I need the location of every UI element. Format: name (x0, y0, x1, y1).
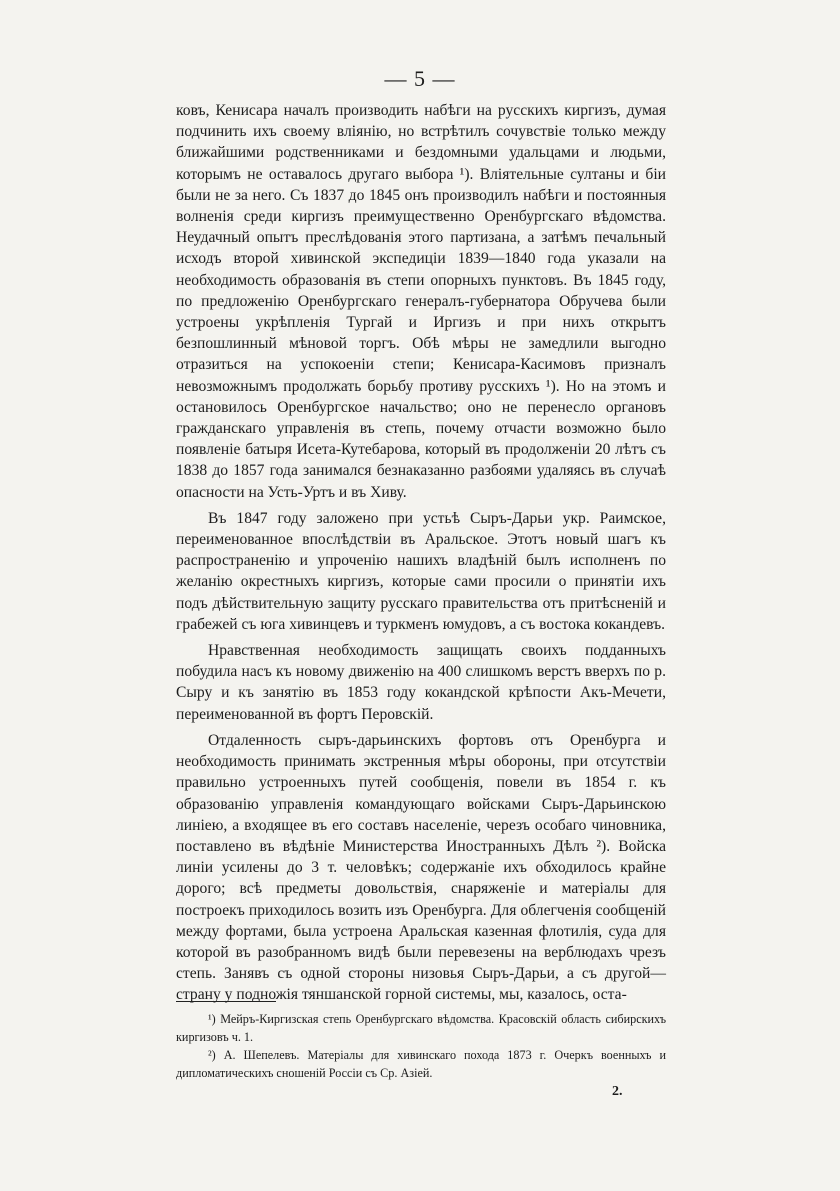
paragraph-3: Нравственная необходимость защищать своихъ подданныхъ побудила насъ къ новому движенію на 400 слишкомъ верстъ вверхъ по р. Сыру и къ занятію въ 1853 году кокандской крѣпости Акъ-Мечети, переименованной въ фортъ Перовскій. (176, 642, 666, 723)
footnote-divider (176, 1001, 276, 1002)
paragraph-4: Отдаленность сыръ-дарьинскихъ фортовъ отъ Оренбурга и необходимость принимать экстренныя мѣры обороны, при отсутствіи правильно устроенныхъ путей сообщенія, повели въ 1854 г. къ образованію управленія командующаго войсками Сыръ-Дарьинскою линіею, а входящее въ его составъ населеніе, черезъ особаго чиновника, поставлено въ вѣдѣніе Министерства Иностранныхъ Дѣлъ ²). Войска линіи усилены до 3 т. человѣкъ; содержаніе ихъ обходилось крайне дорого; всѣ предметы довольствія, снаряженіе и матеріалы для построекъ приходилось возить изъ Оренбурга. Для облегченія сообщеній между фортами, была устроена Аральская казенная флотилія, суда для которой въ разобранномъ видѣ были перевезены на верблюдахъ чрезъ степь. Занявъ съ одной стороны низовья Сыръ-Дарьи, а съ другой—страну у подножія тяншанской горной системы, мы, казалось, оста- (176, 731, 666, 1004)
footnote-1: ¹) Мейръ-Киргизская степь Оренбургскаго вѣдомства. Красовскій область сибирскихъ киргизовъ ч. 1. (176, 1012, 666, 1044)
footnote-2: ²) А. Шепелевъ. Матеріалы для хивинскаго похода 1873 г. Очеркъ военныхъ и дипломатическихъ сношеній Россіи съ Ср. Азіей. (176, 1048, 666, 1080)
signature-mark: 2. (612, 1084, 623, 1099)
paragraph-2: Въ 1847 году заложено при устьѣ Сыръ-Дарьи укр. Раимское, переименованное впослѣдствіи въ Аральское. Этотъ новый шагъ къ распространенію и упроченію нашихъ владѣній былъ исполненъ по желанію окрестныхъ киргизъ, которые сами просили о принятіи ихъ подъ дѣйствительную защиту русскаго правительства отъ притѣсненій и грабежей съ юга хивинцевъ и туркменъ юмудовъ, а съ востока кокандевъ. (176, 509, 666, 633)
body-text (176, 100, 666, 1006)
paragraph-1: ковъ, Кенисара началъ производить набѣги на русскихъ киргизъ, думая подчинить ихъ своему вліянію, но встрѣтилъ сочувствіе только между ближайшими родственниками и бездомными удальцами и людьми, которымъ не оставалось другаго выбора ¹). Вліятельные султаны и біи были не за него. Съ 1837 до 1845 онъ производилъ набѣги и постоянныя волненія среди киргизъ преимущественно Оренбургскаго вѣдомства. Неудачный опытъ преслѣдованія этого партизана, а затѣмъ печальный исходъ второй хивинской экспедиціи 1839—1840 года указали на необходимость образованія въ степи опорныхъ пунктовъ. Въ 1845 году, по предложенію Оренбургскаго генералъ-губернатора Обручева были устроены укрѣпленія Тургай и Иргизъ и при нихъ открытъ безпошлинный мѣновой торгъ. Обѣ мѣры не замедлили выгодно отразиться на успокоеніи степи; Кенисара-Касимовъ призналъ невозможнымъ продолжать борьбу противу русскихъ ¹). Но на этомъ и остановилось Оренбургское начальство; оно не перенесло органовъ гражданскаго управленія въ степь, почему отчасти возможно было появленіе батыря Исета-Кутебарова, который въ продолженіи 20 лѣтъ съ 1838 до 1857 года занимался безнаказанно разбоями удаляясь въ случаѣ опасности на Усть-Уртъ и въ Хиву. (176, 102, 666, 501)
footnotes (176, 1010, 666, 1082)
page-number: — 5 — (384, 66, 456, 91)
